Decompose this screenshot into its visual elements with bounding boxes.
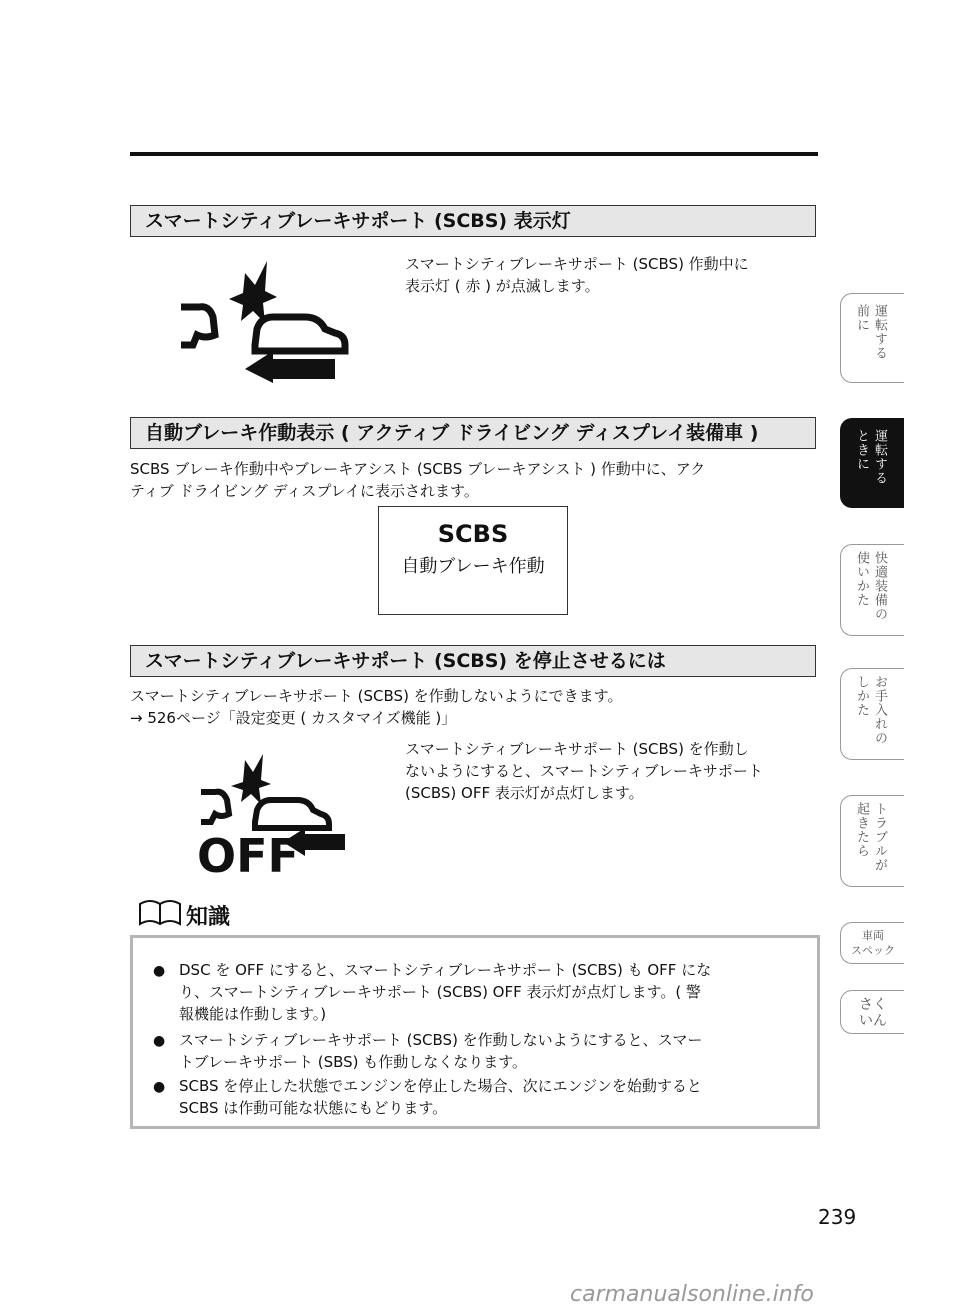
tab-vehicle-specs[interactable] — [840, 922, 904, 964]
tab-before-driving[interactable] — [840, 293, 904, 383]
section1-desc-1: スマートシティブレーキサポート (SCBS) 作動中に — [405, 255, 749, 273]
tab-trouble-col1: トラブルが — [872, 802, 887, 872]
page-number: 239 — [818, 1205, 857, 1229]
tab-specs-line1: 車両 — [862, 929, 884, 942]
display-title: SCBS — [437, 520, 509, 548]
tab-specs-line2: スペック — [851, 944, 895, 957]
knowledge-box — [130, 935, 820, 1129]
section1-heading: スマートシティブレーキサポート (SCBS) 表示灯 — [130, 205, 816, 237]
section3-desc-1: スマートシティブレーキサポート (SCBS) を作動しないようにできます。 — [130, 687, 623, 705]
note3-line1: SCBS を停止した状態でエンジンを停止した場合、次にエンジンを始動すると — [179, 1077, 702, 1095]
active-driving-display — [378, 506, 568, 615]
tab-index[interactable] — [840, 990, 904, 1034]
bullet-1: ● — [153, 963, 166, 979]
tab-trouble-col2: 起きたら — [854, 802, 869, 858]
section3-off-desc-2: ないようにすると、スマートシティブレーキサポート — [405, 762, 763, 780]
note1-line1: DSC を OFF にすると、スマートシティブレーキサポート (SCBS) も OFF にな — [179, 961, 712, 979]
section2-desc-1: SCBS ブレーキ作動中やブレーキアシスト (SCBS ブレーキアシスト ) 作動中に、アク — [130, 460, 706, 478]
tab-comfort-col1: 快適装備の — [872, 551, 887, 621]
off-icon-text: OFF — [197, 829, 299, 877]
tab-index-line1: さく — [859, 997, 887, 1013]
tab-maintenance[interactable] — [840, 668, 904, 760]
section3-heading: スマートシティブレーキサポート (SCBS) を停止させるには — [130, 645, 816, 677]
section1-desc-2: 表示灯 ( 赤 ) が点滅します。 — [405, 277, 600, 295]
display-subtitle: 自動ブレーキ作動 — [401, 556, 545, 577]
tab-before-driving-col1: 運転する — [872, 304, 887, 360]
knowledge-header — [138, 896, 338, 932]
section3-off-desc-1: スマートシティブレーキサポート (SCBS) を作動し — [405, 740, 749, 758]
scbs-warning-icon — [175, 255, 365, 385]
bullet-2: ● — [153, 1033, 166, 1049]
tab-while-driving-col1: 運転する — [872, 429, 887, 485]
scbs-off-icon — [195, 752, 350, 877]
tab-maintenance-col1: お手入れの — [872, 675, 887, 745]
top-rule — [130, 152, 818, 156]
knowledge-label: 知識 — [186, 905, 231, 930]
section3-off-desc-3: (SCBS) OFF 表示灯が点灯します。 — [405, 784, 644, 802]
tab-while-driving-col2: ときに — [854, 429, 869, 471]
open-book-icon — [138, 898, 182, 928]
note3-line2: SCBS は作動可能な状態にもどります。 — [179, 1099, 448, 1117]
section2-heading: 自動ブレーキ作動表示 ( アクティブ ドライビング ディスプレイ装備車 ) — [130, 417, 816, 449]
tab-trouble[interactable] — [840, 795, 904, 887]
tab-comfort-equipment[interactable] — [840, 544, 904, 636]
tab-comfort-col2: 使いかた — [854, 551, 869, 607]
note1-line3: 報機能は作動します。) — [179, 1005, 327, 1023]
section3-desc-2: → 526ページ「設定変更 ( カスタマイズ機能 )」 — [130, 709, 457, 727]
tab-while-driving[interactable] — [840, 418, 904, 508]
note2-line2: トブレーキサポート (SBS) も作動しなくなります。 — [179, 1053, 528, 1071]
tab-maintenance-col2: しかた — [854, 675, 869, 717]
bullet-3: ● — [153, 1079, 166, 1095]
tab-before-driving-col2: 前に — [854, 304, 869, 332]
note2-line1: スマートシティブレーキサポート (SCBS) を作動しないようにすると、スマー — [179, 1031, 703, 1049]
watermark: carmanualsonline.info — [570, 1282, 814, 1307]
section2-desc-2: ティブ ドライビング ディスプレイに表示されます。 — [130, 482, 479, 500]
note1-line2: り、スマートシティブレーキサポート (SCBS) OFF 表示灯が点灯します。( 警 — [179, 983, 701, 1001]
tab-index-line2: いん — [859, 1013, 887, 1029]
